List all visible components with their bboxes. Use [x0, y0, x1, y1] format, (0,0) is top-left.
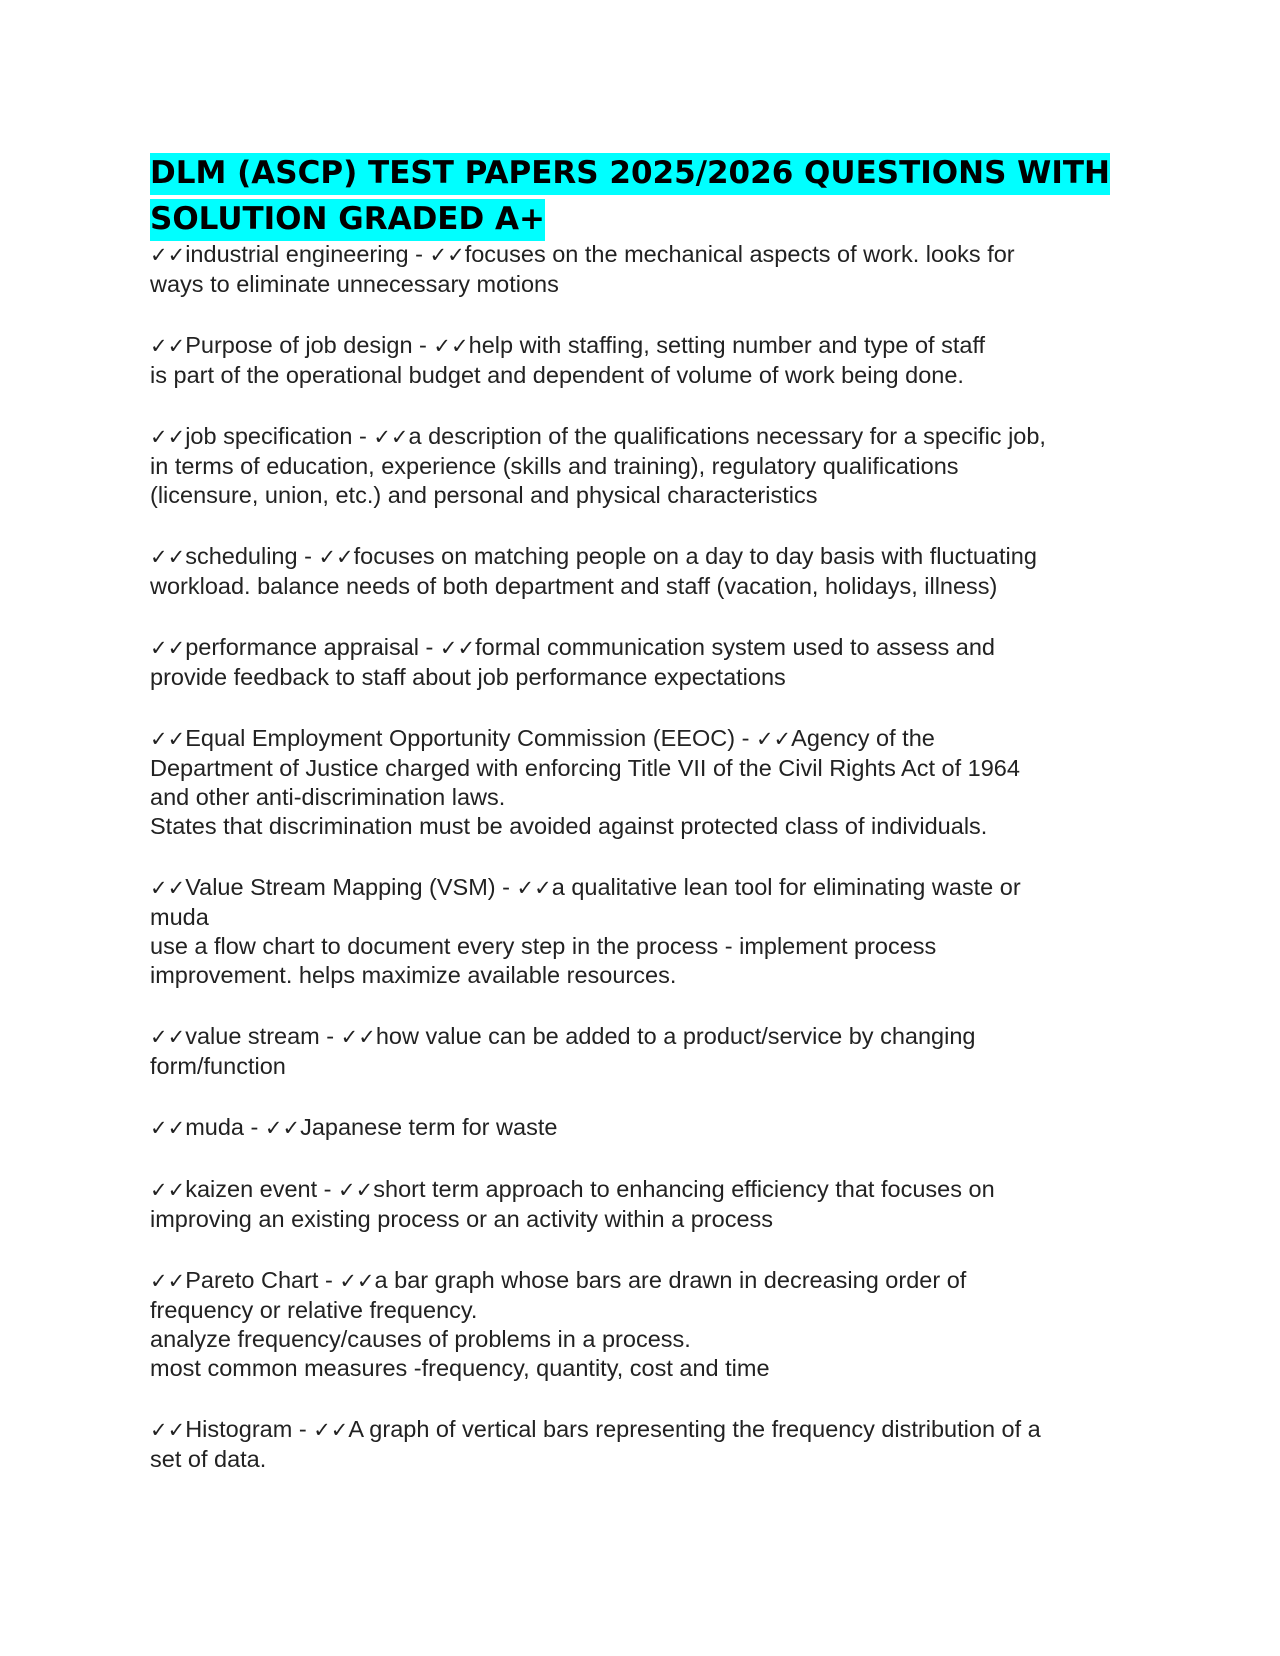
entry-definition-text: Japanese term for waste	[300, 1114, 558, 1140]
entry-first-line	[150, 873, 1150, 903]
entry-separator: -	[244, 1114, 265, 1140]
check-mark-icon: ✓✓	[150, 1116, 186, 1140]
entry-definition-text: (licensure, union, etc.) and personal and physical characteristics	[150, 482, 818, 508]
entry-separator: -	[317, 1176, 339, 1202]
qa-entry	[150, 331, 1150, 390]
entry-continuation-line	[150, 1205, 1150, 1234]
document-title	[150, 150, 1150, 242]
check-mark-icon: ✓✓	[373, 425, 409, 449]
qa-entry	[150, 1175, 1150, 1234]
entry-first-line	[150, 1415, 1150, 1445]
entry-definition-text: a bar graph whose bars are drawn in decreasing order of	[374, 1267, 967, 1293]
entry-first-line	[150, 422, 1150, 452]
entry-definition-text: A graph of vertical bars representing the frequency distribution of a	[348, 1416, 1041, 1442]
check-mark-icon: ✓✓	[340, 1025, 376, 1049]
entry-first-line	[150, 724, 1150, 754]
entry-definition-text: and other anti-discrimination laws.	[150, 784, 506, 810]
entry-definition-text: a qualitative lean tool for eliminating waste or	[551, 874, 1021, 900]
entry-continuation-line	[150, 481, 1150, 510]
entry-separator: -	[297, 543, 319, 569]
entry-definition-text: form/function	[150, 1053, 286, 1079]
entry-definition-text: ways to eliminate unnecessary motions	[150, 271, 559, 297]
entry-continuation-line	[150, 270, 1150, 299]
title-line-2: SOLUTION GRADED A+	[150, 199, 545, 241]
check-mark-icon: ✓✓	[433, 334, 469, 358]
entry-definition-text: provide feedback to staff about job performance expectations	[150, 664, 786, 690]
entry-definition-text: workload. balance needs of both department and staff (vacation, holidays, illness)	[150, 573, 998, 599]
entry-definition-text: is part of the operational budget and dependent of volume of work being done.	[150, 362, 964, 388]
entry-first-line	[150, 331, 1150, 361]
entry-definition-text: formal communication system used to assess and	[475, 634, 995, 660]
check-mark-icon: ✓✓	[516, 876, 552, 900]
entry-definition-text: muda	[150, 904, 209, 930]
qa-entry	[150, 1415, 1150, 1474]
entry-continuation-line	[150, 783, 1150, 812]
entry-term: kaizen event	[185, 1176, 318, 1202]
entry-continuation-line	[150, 1445, 1150, 1474]
check-mark-icon: ✓✓	[755, 727, 792, 751]
entry-term: Pareto Chart	[185, 1267, 319, 1293]
entry-continuation-line	[150, 932, 1150, 961]
qa-entry	[150, 873, 1150, 990]
entry-definition-text: in terms of education, experience (skills and training), regulatory qualifications	[150, 453, 959, 479]
entry-definition-text: how value can be added to a product/service by changing	[375, 1023, 976, 1049]
qa-entry	[150, 633, 1150, 692]
entry-separator: -	[408, 241, 430, 267]
entry-continuation-line	[150, 572, 1150, 601]
entry-definition-text: set of data.	[150, 1446, 267, 1472]
check-mark-icon: ✓✓	[150, 545, 186, 569]
entry-term: Histogram	[185, 1416, 293, 1442]
entry-term: industrial engineering	[185, 241, 409, 267]
check-mark-icon: ✓✓	[150, 425, 186, 449]
entry-first-line	[150, 633, 1150, 663]
entry-term: Purpose of job design	[185, 332, 413, 358]
entry-definition-text: a description of the qualifications necessary for a specific job,	[408, 423, 1046, 449]
check-mark-icon: ✓✓	[318, 545, 354, 569]
entry-first-line	[150, 1113, 1150, 1143]
check-mark-icon: ✓✓	[339, 1269, 375, 1293]
entry-definition-text: use a flow chart to document every step in the process - implement process	[150, 933, 937, 959]
entry-definition-text: focuses on the mechanical aspects of work. looks for	[464, 241, 1015, 267]
entry-continuation-line	[150, 452, 1150, 481]
entry-definition-text: Department of Justice charged with enforcing Title VII of the Civil Rights Act of 1964	[150, 755, 1020, 781]
check-mark-icon: ✓✓	[439, 636, 476, 660]
entry-term: scheduling	[185, 543, 298, 569]
entry-definition-text: help with staffing, setting number and type of staff	[468, 332, 986, 358]
entry-separator: -	[735, 725, 756, 751]
entry-definition-text: improving an existing process or an activity within a process	[150, 1206, 774, 1232]
entry-definition-text: improvement. helps maximize available resources.	[150, 962, 677, 988]
entry-term: value stream	[185, 1023, 320, 1049]
check-mark-icon: ✓✓	[264, 1116, 301, 1140]
entry-continuation-line	[150, 1325, 1150, 1354]
check-mark-icon: ✓✓	[150, 636, 186, 660]
entry-continuation-line	[150, 1052, 1150, 1081]
check-mark-icon: ✓✓	[150, 1178, 186, 1202]
entry-definition-text: Agency of the	[791, 725, 935, 751]
entry-definition-text: focuses on matching people on a day to day basis with fluctuating	[353, 543, 1037, 569]
entry-term: muda	[185, 1114, 244, 1140]
entry-definition-text: most common measures -frequency, quantity, cost and time	[150, 1355, 770, 1381]
entry-continuation-line	[150, 903, 1150, 932]
entry-continuation-line	[150, 361, 1150, 390]
entry-separator: -	[318, 1267, 340, 1293]
qa-entry	[150, 724, 1150, 841]
qa-entry	[150, 542, 1150, 601]
entry-term: Value Stream Mapping (VSM)	[185, 874, 496, 900]
qa-entry	[150, 1022, 1150, 1081]
check-mark-icon: ✓✓	[429, 243, 465, 267]
check-mark-icon: ✓✓	[150, 1418, 186, 1442]
entry-continuation-line	[150, 812, 1150, 841]
qa-entry	[150, 422, 1150, 510]
entry-term: performance appraisal	[185, 634, 420, 660]
entry-continuation-line	[150, 961, 1150, 990]
entry-first-line	[150, 1175, 1150, 1205]
check-mark-icon: ✓✓	[150, 334, 186, 358]
check-mark-icon: ✓✓	[338, 1178, 374, 1202]
entry-continuation-line	[150, 1354, 1150, 1383]
entry-definition-text: analyze frequency/causes of problems in a process.	[150, 1326, 691, 1352]
entry-definition-text: frequency or relative frequency.	[150, 1297, 478, 1323]
entry-first-line	[150, 1266, 1150, 1296]
check-mark-icon: ✓✓	[150, 1025, 186, 1049]
entry-separator: -	[412, 332, 434, 358]
entry-continuation-line	[150, 1296, 1150, 1325]
entry-separator: -	[319, 1023, 341, 1049]
entry-separator: -	[495, 874, 517, 900]
check-mark-icon: ✓✓	[150, 876, 186, 900]
entry-first-line	[150, 1022, 1150, 1052]
entry-separator: -	[352, 423, 374, 449]
entry-continuation-line	[150, 663, 1150, 692]
title-line-1: DLM (ASCP) TEST PAPERS 2025/2026 QUESTIONS WITH	[150, 153, 1110, 195]
qa-entry	[150, 1266, 1150, 1383]
entry-separator: -	[292, 1416, 314, 1442]
entry-continuation-line	[150, 754, 1150, 783]
entry-first-line	[150, 542, 1150, 572]
entry-separator: -	[419, 634, 440, 660]
document-body	[150, 150, 1150, 1506]
entry-definition-text: States that discrimination must be avoided against protected class of individuals.	[150, 813, 988, 839]
qa-entry	[150, 240, 1150, 299]
check-mark-icon: ✓✓	[150, 243, 186, 267]
check-mark-icon: ✓✓	[150, 727, 186, 751]
entry-term: Equal Employment Opportunity Commission (EEOC)	[185, 725, 736, 751]
check-mark-icon: ✓✓	[150, 1269, 186, 1293]
qa-list	[150, 240, 1150, 1474]
entry-first-line	[150, 240, 1150, 270]
qa-entry	[150, 1113, 1150, 1143]
check-mark-icon: ✓✓	[313, 1418, 349, 1442]
entry-definition-text: short term approach to enhancing efficiency that focuses on	[373, 1176, 995, 1202]
entry-term: job specification	[185, 423, 353, 449]
